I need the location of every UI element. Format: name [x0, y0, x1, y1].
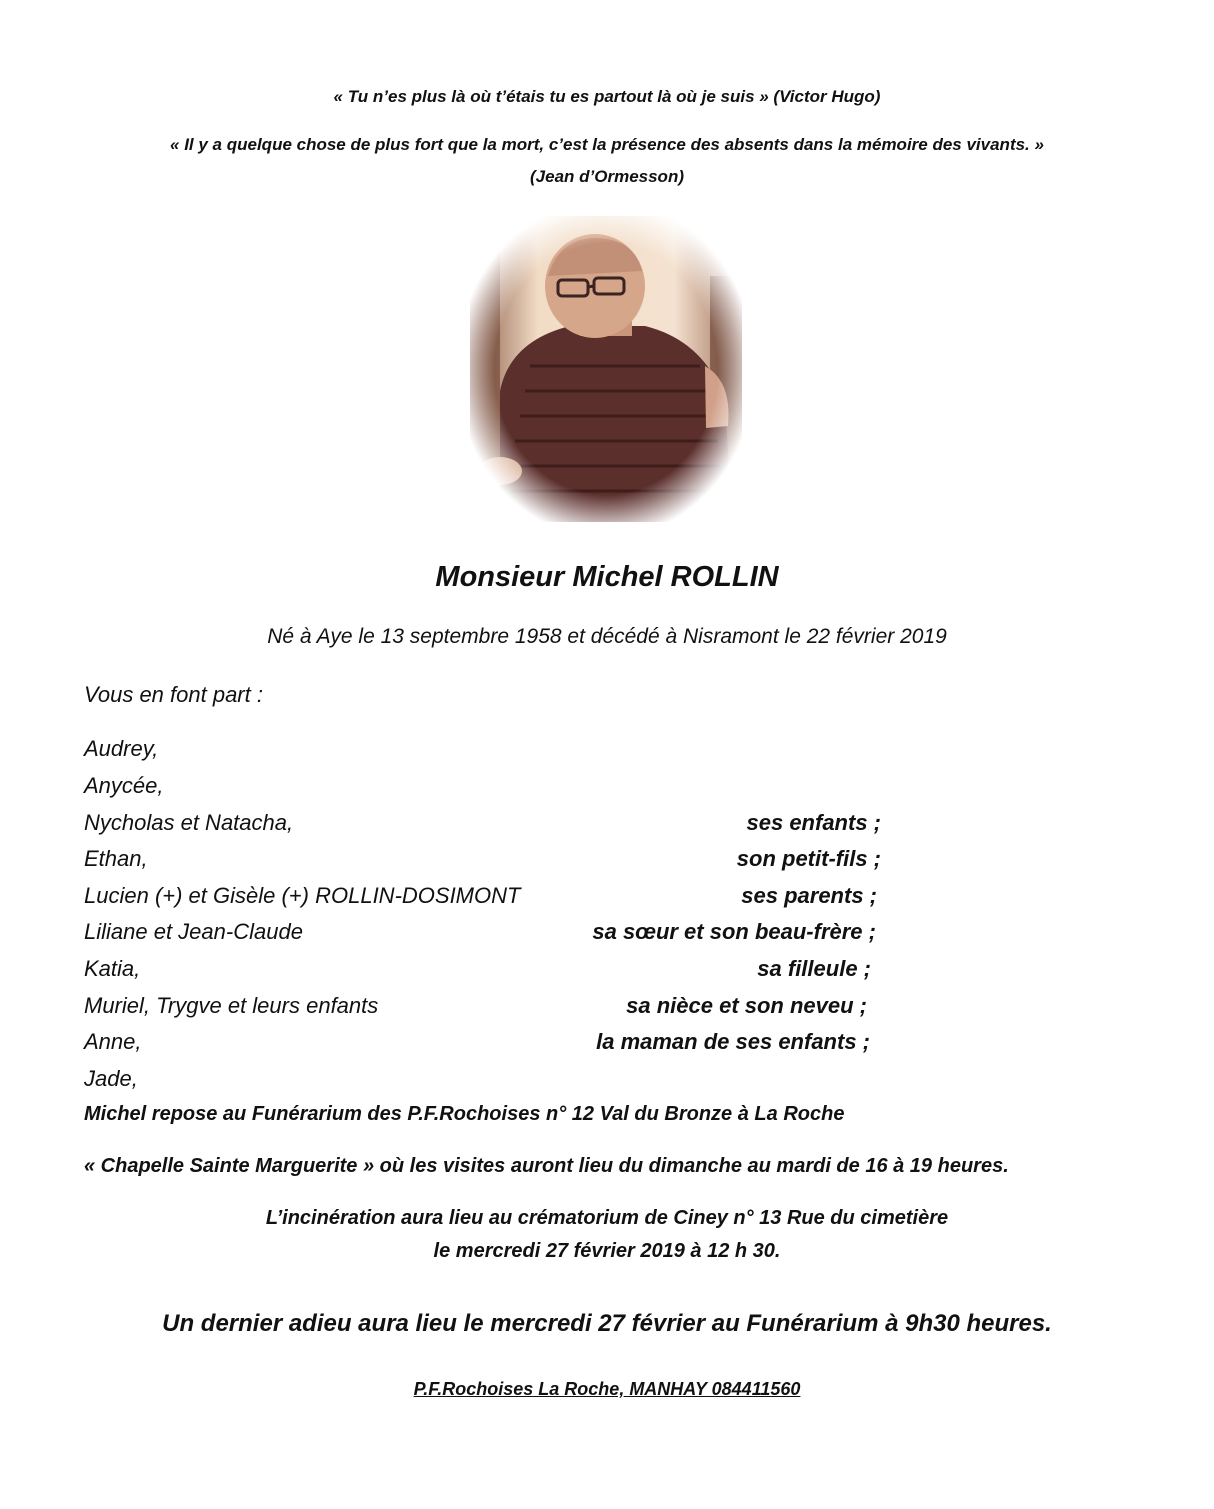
- family-name-anycee: Anycée,: [84, 773, 164, 798]
- family-name-muriel: Muriel, Trygve et leurs enfants: [84, 993, 379, 1018]
- farewell-notice: Un dernier adieu aura lieu le mercredi 27 février au Funérarium à 9h30 heures.: [162, 1310, 1052, 1337]
- family-relation-goddaughter: sa filleule ;: [757, 956, 871, 981]
- family-name-ethan: Ethan,: [84, 846, 148, 871]
- cremation-location: L’incinération aura lieu au crématorium de Ciney n° 13 Rue du cimetière: [265, 1207, 949, 1229]
- cremation-date: le mercredi 27 février 2019 à 12 h 30.: [433, 1240, 781, 1262]
- family-relation-mother-of-children: la maman de ses enfants ;: [596, 1029, 870, 1054]
- family-name-jade: Jade,: [84, 1066, 138, 1091]
- birth-death-dates: Né à Aye le 13 septembre 1958 et décédé à Nisramont le 22 février 2019: [267, 625, 947, 648]
- quote-ormesson-author: (Jean d’Ormesson): [530, 167, 684, 186]
- family-relation-sister: sa sœur et son beau-frère ;: [592, 919, 876, 944]
- deceased-name: Monsieur Michel ROLLIN: [435, 561, 779, 593]
- portrait-photo: [470, 216, 742, 522]
- family-relation-children: ses enfants ;: [746, 810, 881, 835]
- family-relation-niece-nephew: sa nièce et son neveu ;: [626, 993, 867, 1018]
- funerarium-info: Michel repose au Funérarium des P.F.Rochoises n° 12 Val du Bronze à La Roche: [84, 1103, 845, 1125]
- visiting-hours: « Chapelle Sainte Marguerite » où les visites auront lieu du dimanche au mardi de 16 à 19 heures.: [84, 1155, 1009, 1177]
- family-name-liliane: Liliane et Jean-Claude: [84, 919, 303, 944]
- family-name-anne: Anne,: [84, 1029, 142, 1054]
- funeral-home-contact: P.F.Rochoises La Roche, MANHAY 084411560: [413, 1379, 801, 1399]
- family-relation-grandson: son petit-fils ;: [736, 846, 881, 871]
- family-name-audrey: Audrey,: [84, 736, 159, 761]
- intro-text: Vous en font part :: [84, 682, 263, 707]
- family-name-katia: Katia,: [84, 956, 141, 981]
- quote-victor-hugo: « Tu n’es plus là où t’étais tu es partout là où je suis » (Victor Hugo): [333, 87, 881, 106]
- family-name-parents: Lucien (+) et Gisèle (+) ROLLIN-DOSIMONT: [84, 883, 521, 908]
- quote-ormesson: « Il y a quelque chose de plus fort que la mort, c’est la présence des absents dans la mémoire des vivants. »: [170, 135, 1044, 154]
- family-name-nycholas: Nycholas et Natacha,: [84, 810, 294, 835]
- family-relation-parents: ses parents ;: [741, 883, 877, 908]
